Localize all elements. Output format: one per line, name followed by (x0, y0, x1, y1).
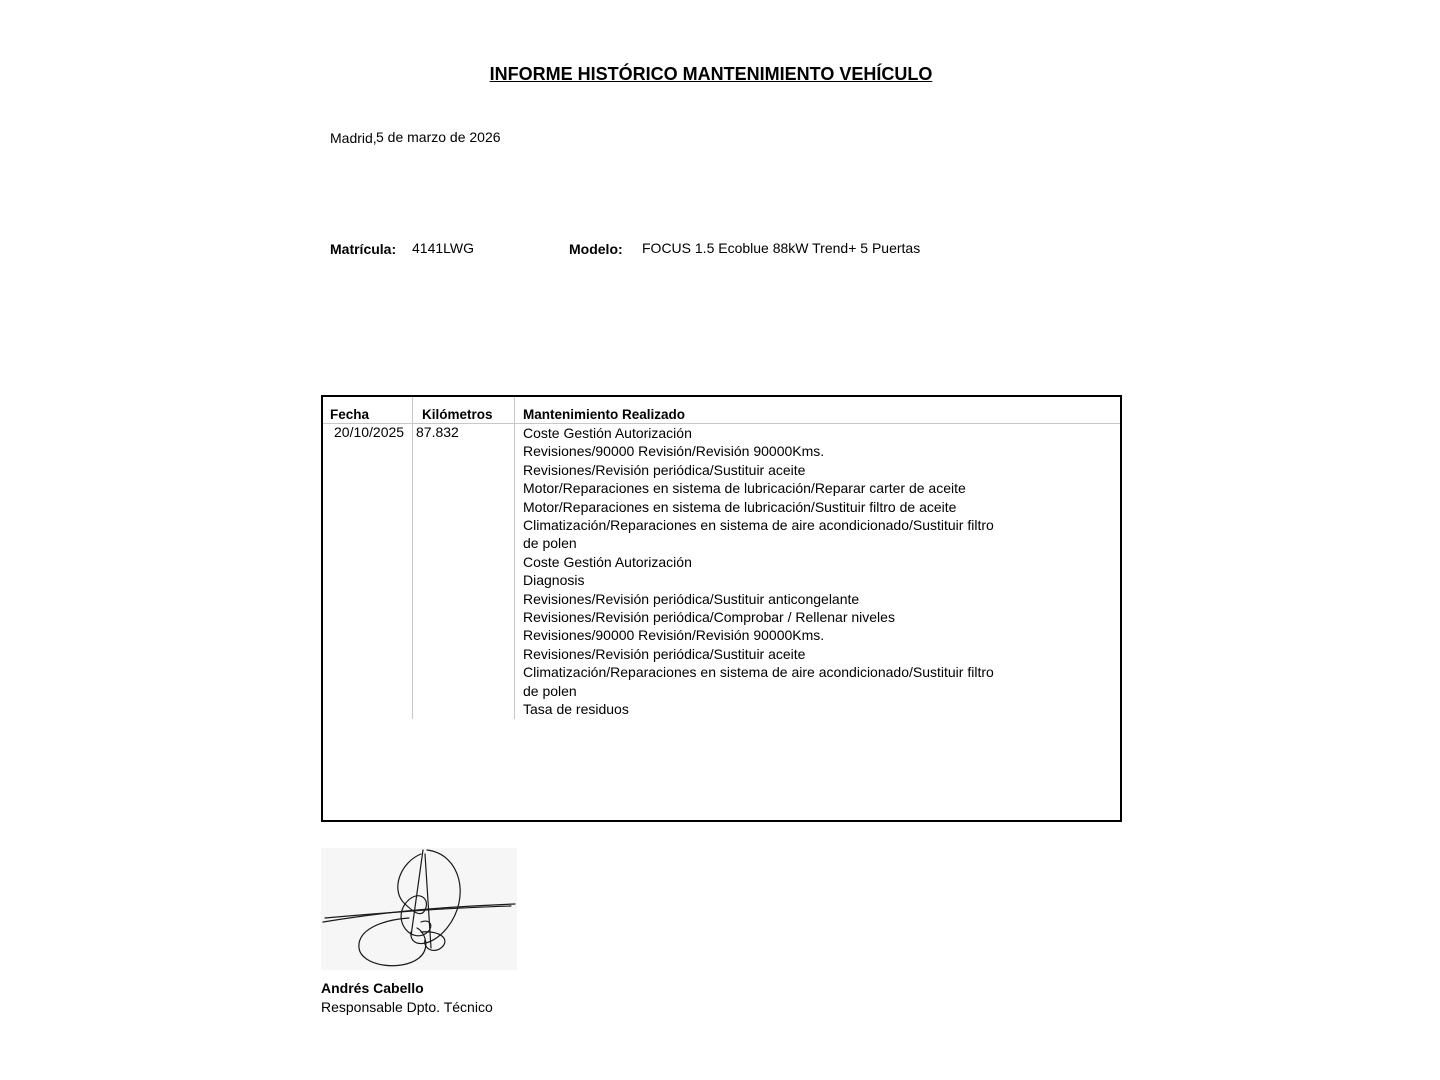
signer-name: Andrés Cabello (321, 980, 424, 996)
report-date: 5 de marzo de 2026 (376, 129, 501, 145)
maintenance-item: Climatización/Reparaciones en sistema de aire acondicionado/Sustituir filtro de polen (523, 517, 994, 552)
column-divider (412, 397, 413, 719)
signature-image (321, 848, 517, 970)
model-value: FOCUS 1.5 Ecoblue 88kW Trend+ 5 Puertas (642, 240, 921, 256)
header-kilometros: Kilómetros (422, 407, 493, 422)
header-fecha: Fecha (330, 407, 370, 422)
signature-icon (321, 848, 517, 970)
maintenance-item: Climatización/Reparaciones en sistema de aire acondicionado/Sustituir filtro de polen (523, 664, 994, 699)
maintenance-item: Coste Gestión Autorización (523, 553, 692, 570)
report-title: INFORME HISTÓRICO MANTENIMIENTO VEHÍCULO (489, 64, 933, 84)
plate-label: Matrícula: (330, 241, 397, 257)
maintenance-item: Revisiones/90000 Revisión/Revisión 90000Kms. (523, 627, 825, 644)
row-date: 20/10/2025 (334, 424, 405, 440)
model-label: Modelo: (569, 241, 623, 257)
maintenance-item: Revisiones/Revisión periódica/Sustituir anticongelante (523, 590, 860, 607)
column-divider (514, 397, 515, 719)
maintenance-list (523, 424, 1013, 719)
maintenance-item: Revisiones/90000 Revisión/Revisión 90000Kms. (523, 443, 825, 460)
row-km: 87.832 (416, 424, 459, 440)
maintenance-item: Tasa de residuos (523, 701, 629, 718)
maintenance-item: Revisiones/Revisión periódica/Sustituir aceite (523, 645, 806, 662)
signer-role: Responsable Dpto. Técnico (321, 999, 493, 1015)
report-place: Madrid, (330, 130, 377, 146)
maintenance-item: Coste Gestión Autorización (523, 425, 692, 441)
maintenance-table (321, 395, 1122, 822)
plate-value: 4141LWG (412, 240, 474, 256)
maintenance-item: Revisiones/Revisión periódica/Sustituir aceite (523, 461, 806, 478)
maintenance-item: Revisiones/Revisión periódica/Comprobar / Rellenar niveles (523, 609, 895, 626)
maintenance-item: Motor/Reparaciones en sistema de lubricación/Reparar carter de aceite (523, 480, 966, 497)
maintenance-item: Diagnosis (523, 572, 585, 589)
maintenance-item: Motor/Reparaciones en sistema de lubricación/Sustituir filtro de aceite (523, 498, 957, 515)
header-mantenimiento: Mantenimiento Realizado (523, 407, 686, 422)
